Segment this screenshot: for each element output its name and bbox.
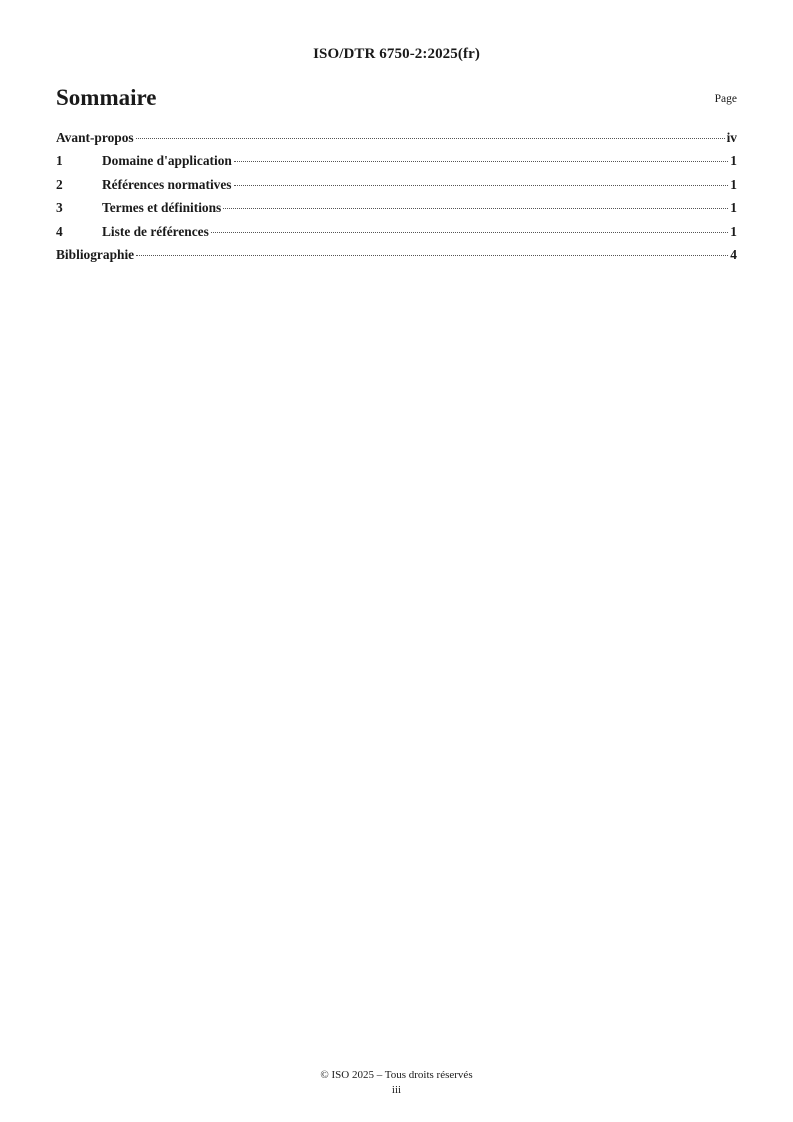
page-column-label: Page [714,93,737,105]
toc-entry-label: Références normatives [102,176,232,192]
toc-entry-page: 1 [730,176,737,192]
toc-entry-scope[interactable] [56,153,737,176]
toc-entry-page: 1 [730,153,737,169]
toc-entry-reference-list[interactable] [56,224,737,247]
toc-entry-page: iv [726,130,737,145]
dot-leader [211,232,728,233]
toc-entry-label: Domaine d'application [102,153,232,169]
toc-entry-label: Avant-propos [56,130,134,145]
dot-leader [223,208,728,209]
dot-leader [136,255,728,256]
toc-title: Sommaire [56,85,157,110]
toc-entry-foreword[interactable] [56,130,737,153]
document-footer [0,1068,793,1098]
toc-entry-number: 1 [56,153,63,169]
table-of-contents [56,130,737,270]
toc-entry-label: Bibliographie [56,246,135,262]
document-header: ISO/DTR 6750-2:2025(fr) [313,46,480,62]
toc-entry-page: 1 [730,223,737,239]
dot-leader [234,161,728,162]
toc-entry-terms-definitions[interactable] [56,200,737,223]
toc-entry-number: 2 [56,176,63,192]
toc-entry-number: 3 [56,200,63,216]
toc-entry-normative-references[interactable] [56,177,737,200]
toc-title-row [56,85,737,115]
page-number: iii [391,1084,402,1096]
toc-entry-page: 1 [730,200,737,216]
toc-entry-number: 4 [56,223,63,239]
dot-leader [136,138,725,139]
toc-entry-page: 4 [730,246,737,262]
toc-entry-bibliography[interactable] [56,247,737,270]
copyright-notice: © ISO 2025 – Tous droits réservés [320,1069,473,1081]
dot-leader [234,185,729,186]
toc-entry-label: Liste de références [102,223,209,239]
toc-entry-label: Termes et définitions [102,200,222,216]
